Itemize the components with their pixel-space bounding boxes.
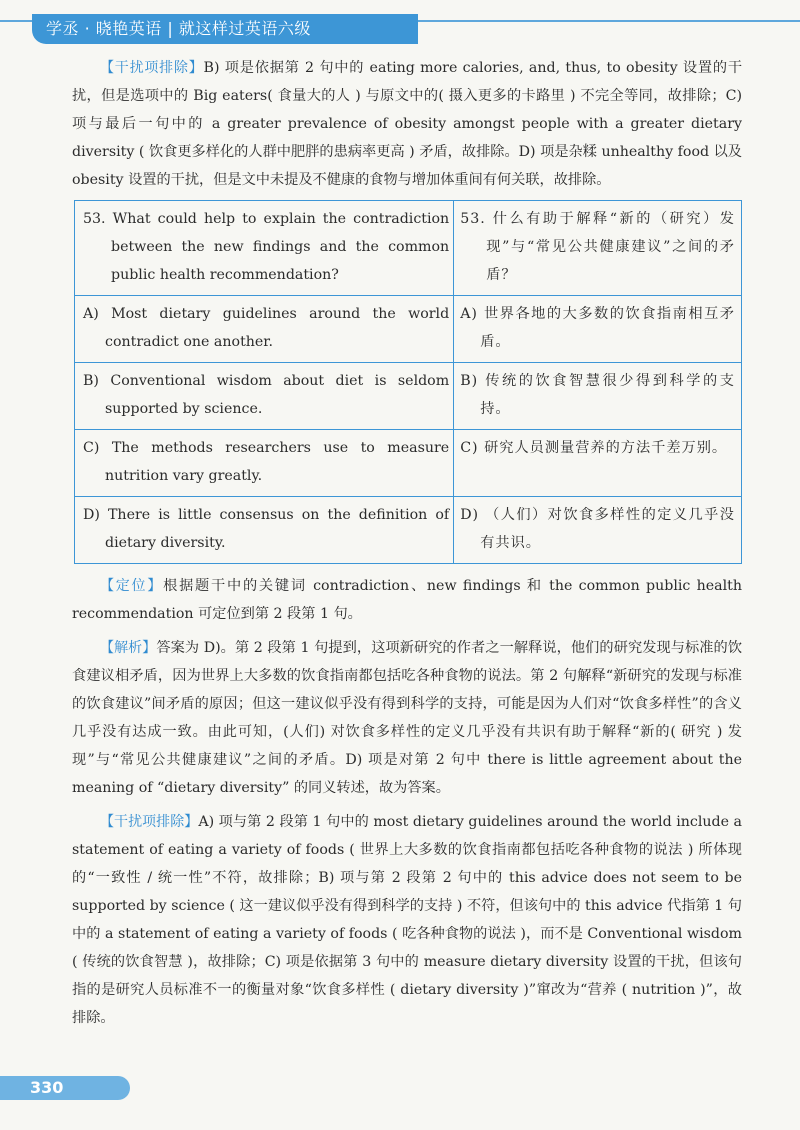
analysis-text: 答案为 D)。第 2 段第 1 句提到，这项新研究的作者之一解释说，他们的研究发现与标准的饮食建议相矛盾，因为世界上大多数的饮食指南都包括吃各种食物的说法。第 2 句解释“新研究的发现与标准的饮食建议”间矛盾的原因；但这一建议似乎没有得到科学的支持，可能是因为人们对“饮食多样性”的含义几乎没有达成一致。由此可知，(人们) 对饮食多样性的定义几乎没有共识有助于解释“新的( 研究 ) 发现”与“常见公共健康建议”之间的矛盾。D) 项是对第 2 句中 there is little agreement about the meaning of “dietary diversity” 的同义转述，故为答案。 [72,640,743,796]
option-row-b [75,363,742,430]
option-c-en-cell [75,430,454,497]
page-header [0,0,800,46]
option-a-en-cell [75,296,454,363]
distractor-tag-2: 【干扰项排除】 [100,814,199,830]
page-number: 330 [30,1078,64,1097]
header-title: 学丞 · 晓艳英语 | 就这样过英语六级 [32,14,418,44]
option-d-zh: D) （人们）对饮食多样性的定义几乎没有共识。 [460,507,735,551]
question-row [75,201,742,296]
distractor-paragraph [72,808,742,1032]
option-a-zh: A) 世界各地的大多数的饮食指南相互矛盾。 [460,306,735,350]
question-table [74,200,742,564]
option-a-en: A) Most dietary guidelines around the world contradict one another. [83,306,450,350]
option-c-en: C) The methods researchers use to measure nutrition vary greatly. [83,440,450,484]
distractor-tag: 【干扰项排除】 [100,60,204,76]
top-distractor-paragraph [72,54,742,194]
option-c-zh-cell [454,430,742,497]
option-b-en: B) Conventional wisdom about diet is seldom supported by science. [83,373,450,417]
analysis-tag: 【解析】 [100,640,157,656]
locate-paragraph [72,572,742,628]
locate-text: 根据题干中的关键词 contradiction、new findings 和 the common public health recommendation 可定位到第 2 段第 1 句。 [72,578,743,622]
page-footer [0,1076,130,1100]
option-b-en-cell [75,363,454,430]
distractor-text: A) 项与第 2 段第 1 句中的 most dietary guidelines around the world include a statement of eating a variety of foods ( 世界上大多数的饮食指南都包括吃各种食物的说法 ) 所体现的“一致性 / 统一性”不符，故排除；B) 项与第 2 段第 2 句中的 this advice does not seem to be supported by science ( 这一建议似乎没有得到科学的支持 ) 不符，但该句中的 this advice 代指第 1 句中的 a statement of eating a variety of foods ( 吃各种食物的说法 )，而不是 Conventional wisdom ( 传统的饮食智慧 )，故排除；C) 项是依据第 3 句中的 measure dietary diversity 设置的干扰，但该句指的是研究人员标准不一的衡量对象“饮食多样性 ( dietary diversity )”窜改为“营养 ( nutrition )”，故排除。 [72,814,743,1026]
option-b-zh: B) 传统的饮食智慧很少得到科学的支持。 [460,373,735,417]
locate-tag: 【定位】 [100,578,164,594]
question-zh-cell [454,201,742,296]
option-d-en-cell [75,497,454,564]
option-d-zh-cell [454,497,742,564]
top-distractor-text: B) 项是依据第 2 句中的 eating more calories, and, thus, to obesity 设置的干扰，但是选项中的 Big eaters( 食量大的人 ) 与原文中的( 摄入更多的卡路里 ) 不完全等同，故排除；C) 项与最后一句中的 a greater prevalence of obesity amongst people with a greater dietary diversity ( 饮食更多样化的人群中肥胖的患病率更高 ) 矛盾，故排除。D) 项是杂糅 unhealthy food 以及 obesity 设置的干扰，但是文中未提及不健康的食物与增加体重间有何关联，故排除。 [72,60,743,188]
option-b-zh-cell [454,363,742,430]
question-en-cell [75,201,454,296]
analysis-paragraph [72,634,742,802]
option-a-zh-cell [454,296,742,363]
option-row-a [75,296,742,363]
page-content [72,54,742,1038]
option-row-c [75,430,742,497]
option-row-d [75,497,742,564]
question-en: 53. What could help to explain the contradiction between the new findings and the common public health recommendation? [83,211,450,283]
option-c-zh: C) 研究人员测量营养的方法千差万别。 [460,440,728,456]
option-d-en: D) There is little consensus on the definition of dietary diversity. [83,507,450,551]
question-zh: 53. 什么有助于解释“新的（研究）发现”与“常见公共健康建议”之间的矛盾？ [460,211,735,283]
